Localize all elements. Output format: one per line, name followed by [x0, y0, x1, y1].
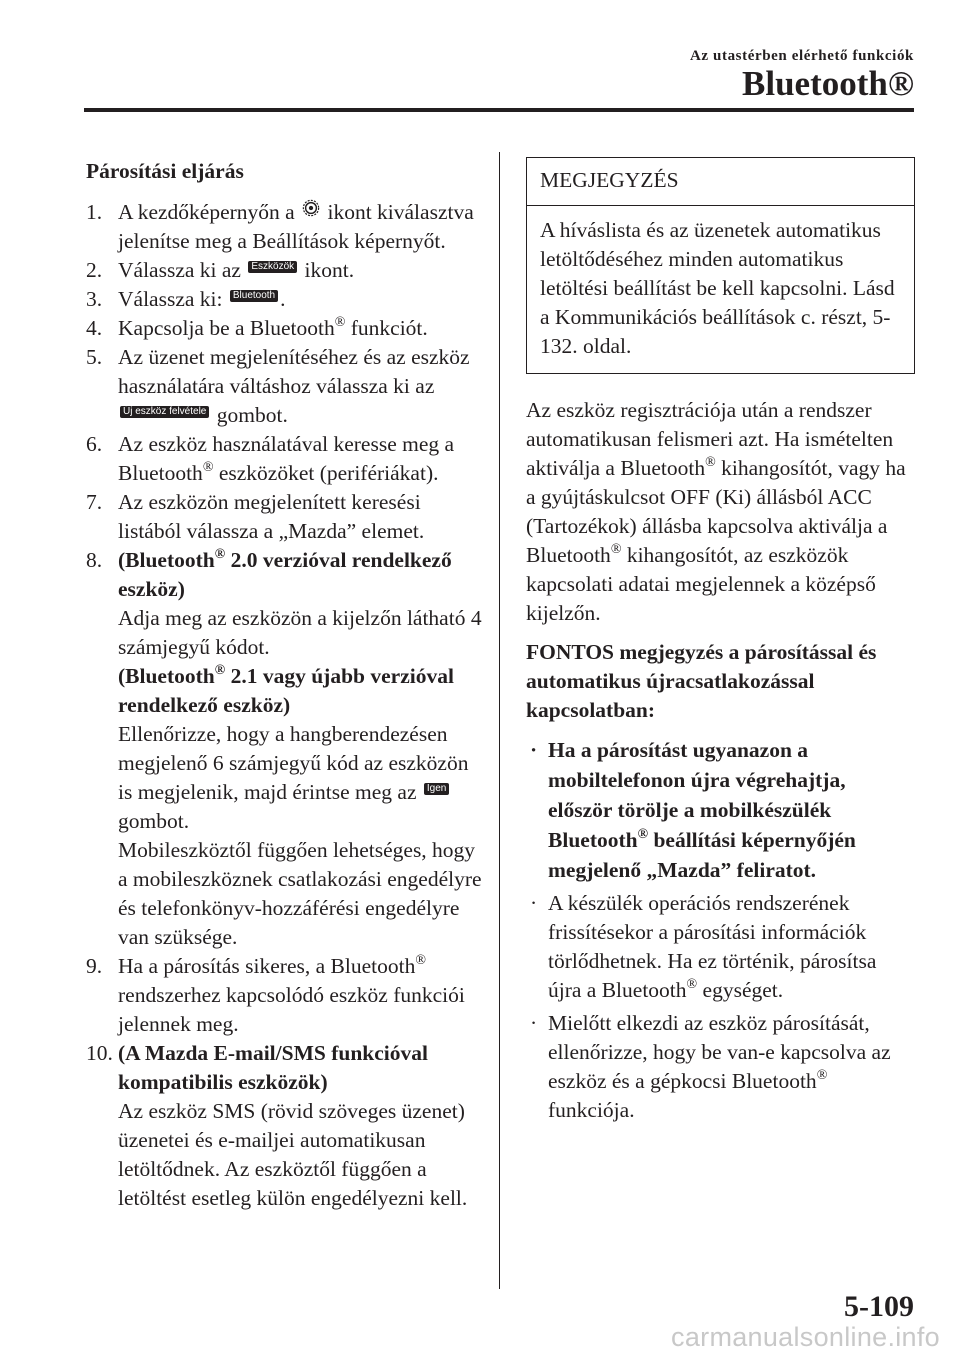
step-number: 7. — [86, 490, 103, 514]
step-text: eszközöket (perifériákat). — [218, 461, 439, 485]
paragraph-text: kihangosítót, vagy ha a gyújtáskulcsot OFF (Ki) állásból ACC (Tartozékok) állásba kapcsolva aktiválja a Bluetooth — [526, 456, 906, 567]
bullet-item — [526, 735, 915, 885]
step-number: 9. — [86, 954, 103, 978]
settings-gear-icon — [302, 199, 320, 217]
section-heading: Párosítási eljárás — [86, 159, 244, 183]
chapter-subtitle: Az utastérben elérhető funkciók — [690, 48, 914, 64]
paragraph-text: Az eszköz regisztrációja után a rendszer automatikusan felismeri azt. Ha ismételten aktiválja a Bluetooth — [526, 398, 894, 480]
step-text: gombot. — [118, 809, 190, 833]
registered-mark: ® — [214, 546, 226, 562]
step-subheading: (A Mazda E-mail/SMS funkcióval kompatibilis eszközök) — [118, 1041, 428, 1094]
step-text: Válassza ki az — [118, 258, 241, 282]
left-column — [86, 157, 486, 1213]
step-text: funkciót. — [350, 316, 428, 340]
subheading-text: 2.0 verzióval rendelkező eszköz) — [118, 548, 452, 601]
registered-mark: ® — [705, 454, 716, 470]
page-number: 5-109 — [844, 1290, 914, 1323]
header-rule — [84, 108, 914, 112]
step-number: 10. — [86, 1041, 113, 1065]
right-column — [526, 157, 915, 1129]
subheading-text: 2.1 vagy újabb verzióval rendelkező eszköz) — [118, 664, 454, 717]
add-device-button-label: Új eszköz felvétele — [120, 406, 209, 418]
subheading-text: (Bluetooth — [118, 548, 215, 572]
registered-mark: ® — [610, 541, 622, 557]
bullet-text: egységet. — [702, 978, 784, 1002]
tools-button-label: Eszközök — [248, 261, 297, 273]
step-text: . — [280, 287, 286, 311]
step-6 — [86, 430, 486, 488]
step-number: 2. — [86, 258, 103, 282]
step-text: Mobileszköztől függően lehetséges, hogy a mobileszköznek csatlakozási engedélyre és telefonkönyv-hozzáférési engedélyre van szüksége. — [118, 838, 482, 949]
step-text: Ellenőrizze, hogy a hangberendezésen megjelenő 6 számjegyű kód az eszközön is megjelenik, majd érintse meg az — [118, 722, 469, 804]
bluetooth-button-label: Bluetooth — [230, 290, 278, 302]
bullet-dot: · — [530, 738, 538, 762]
registration-paragraph — [526, 396, 915, 628]
important-heading: FONTOS megjegyzés a párosítással és automatikus újracsatlakozással kapcsolatban: — [526, 640, 877, 722]
step-10 — [86, 1039, 486, 1213]
step-3 — [86, 285, 486, 314]
step-text: A kezdőképernyőn a — [118, 200, 295, 224]
registered-mark: ® — [816, 1067, 828, 1083]
bullet-dot: · — [530, 1011, 538, 1035]
step-text: ikont. — [304, 258, 355, 282]
step-7 — [86, 488, 486, 546]
step-number: 1. — [86, 200, 103, 224]
registered-mark: ® — [415, 952, 426, 968]
step-number: 4. — [86, 316, 103, 340]
step-text: Ha a párosítás sikeres, a Bluetooth — [118, 954, 416, 978]
step-subheading — [118, 546, 486, 604]
step-number: 6. — [86, 432, 103, 456]
step-9 — [86, 952, 486, 1039]
step-4 — [86, 314, 486, 343]
step-number: 5. — [86, 345, 103, 369]
bullet-text: Mielőtt elkezdi az eszköz párosítását, ellenőrizze, hogy be van-e kapcsolva az eszköz és a gépkocsi Bluetooth — [548, 1011, 891, 1093]
step-text: Adja meg az eszközön a kijelzőn látható 4 számjegyű kódot. — [118, 606, 482, 659]
important-bullets — [526, 735, 915, 1125]
registered-mark: ® — [686, 976, 698, 992]
step-text: Válassza ki: — [118, 287, 223, 311]
step-text: Kapcsolja be a Bluetooth — [118, 316, 335, 340]
subheading-text: (Bluetooth — [118, 664, 215, 688]
registered-mark: ® — [214, 662, 226, 678]
bullet-text: beállítási képernyőjén megjelenő „Mazda” feliratot. — [548, 828, 856, 882]
note-body: A híváslista és az üzenetek automatikus letöltődéséhez minden automatikus letöltési beállítást be kell kapcsolni. Lásd a Kommunikációs beállítások c. részt, 5-132. oldal. — [540, 218, 895, 358]
note-title: MEGJEGYZÉS — [527, 158, 914, 206]
step-2 — [86, 256, 486, 285]
step-text-block — [118, 720, 486, 836]
step-8 — [86, 546, 486, 952]
step-text: ikont kiválasztva jelenítse meg a Beállítások képernyőt. — [118, 200, 474, 253]
step-text: rendszerhez kapcsolódó eszköz funkciói jelennek meg. — [118, 983, 465, 1036]
paragraph-text: kihangosítót, az eszközök kapcsolati adatai megjelennek a középső kijelzőn. — [526, 543, 876, 625]
bullet-text: A készülék operációs rendszerének frissítésekor a párosítási információk törlődhetnek. Ha ez történik, párosítsa újra a Bluetooth — [548, 891, 877, 1002]
column-divider — [499, 152, 500, 1289]
step-1 — [86, 198, 486, 256]
yes-button-label: Igen — [424, 783, 449, 795]
bullet-text: funkciója. — [548, 1098, 635, 1122]
step-text: gombot. — [216, 403, 288, 427]
registered-mark: ® — [202, 459, 214, 475]
bullet-item — [526, 1009, 915, 1125]
step-text: Az eszköz SMS (rövid szöveges üzenet) üzenetei és e-mailjei automatikusan letöltődnek. Az eszköztől függően a letöltést esetleg külön engedélyezni kell. — [118, 1099, 468, 1210]
registered-mark: ® — [637, 826, 649, 842]
step-text: Az eszközön megjelenített keresési listából válassza a „Mazda” elemet. — [118, 490, 425, 543]
step-text: Az üzenet megjelenítéséhez és az eszköz használatára váltáshoz válassza ki az — [118, 345, 470, 398]
step-number: 3. — [86, 287, 103, 311]
step-text: Az eszköz használatával keresse meg a Bluetooth — [118, 432, 455, 485]
watermark: carmanualsonline.info — [671, 1322, 940, 1352]
step-subheading — [118, 662, 486, 720]
bullet-text: Ha a párosítást ugyanazon a mobiltelefonon újra végrehajtja, először törölje a mobilkészülék Bluetooth — [548, 738, 846, 852]
step-number: 8. — [86, 548, 103, 572]
bullet-dot: · — [530, 891, 538, 915]
bullet-item — [526, 889, 915, 1005]
pairing-steps — [86, 198, 486, 1213]
note-box — [526, 157, 915, 374]
chapter-title: Bluetooth® — [742, 64, 914, 103]
registered-mark: ® — [334, 314, 346, 330]
step-5 — [86, 343, 486, 430]
